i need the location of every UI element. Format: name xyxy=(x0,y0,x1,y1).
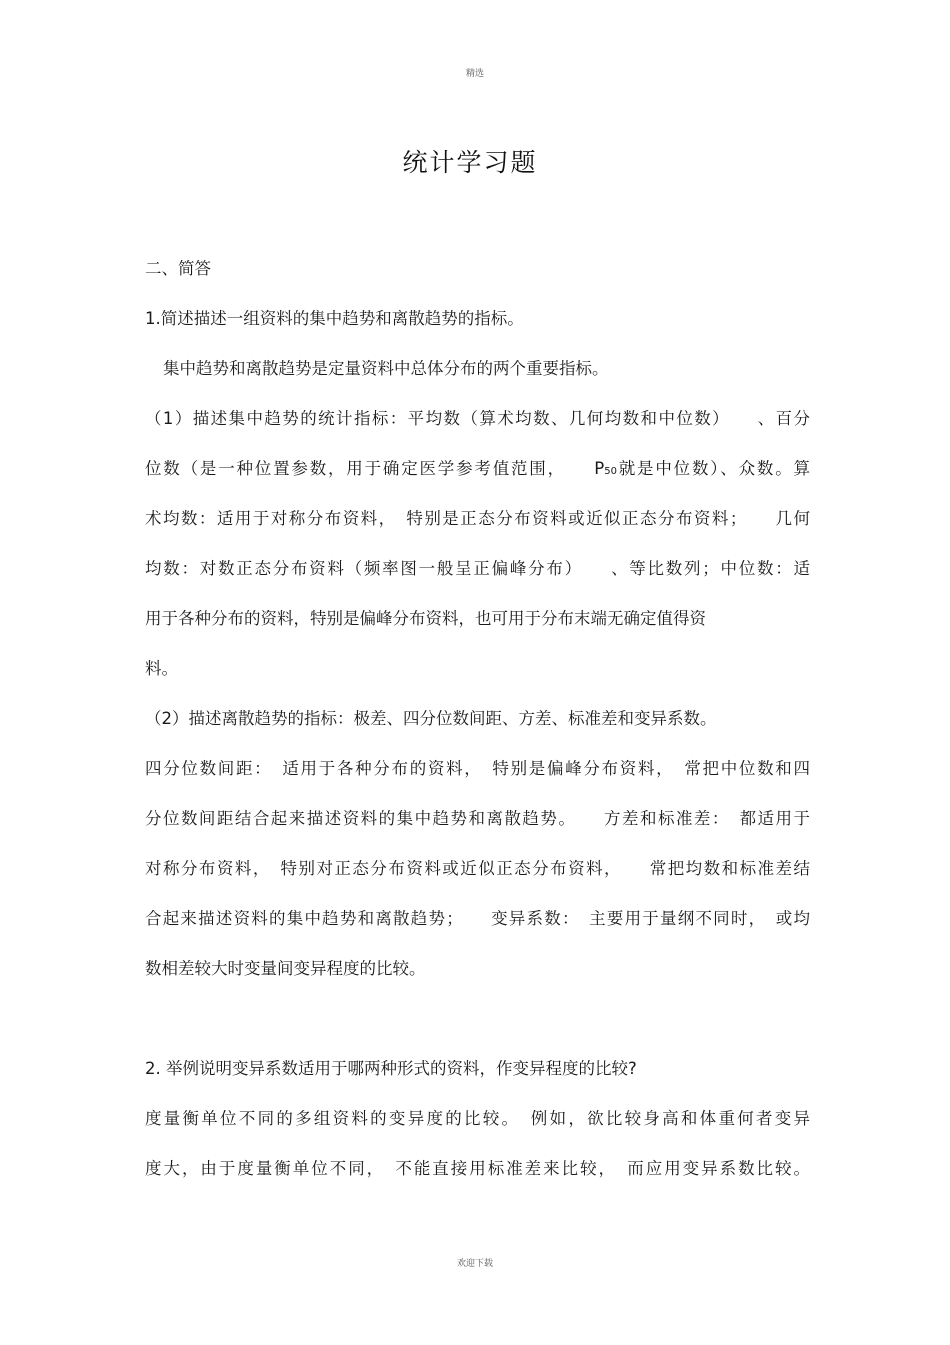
q1-p2-line-5: 合起来描述资料的集中趋势和离散趋势； 变异系数： 主要用于量纲不同时， 或均 xyxy=(145,909,810,928)
q1-p1-line-1: （1）描述集中趋势的统计指标：平均数（算术均数、几何均数和中位数） 、百分 xyxy=(145,409,810,428)
question-2: 2. 举例说明变异系数适用于哪两种形式的资料，作变异程度的比较? xyxy=(145,1059,637,1078)
q1-p1-line-4: 均数：对数正态分布资料（频率图一般呈正偏峰分布） 、等比数列；中位数：适 xyxy=(145,559,810,578)
q1-p2-line-4: 对称分布资料， 特别对正态分布资料或近似正态分布资料， 常把均数和标准差结 xyxy=(145,859,810,878)
section-heading: 二、简答 xyxy=(145,259,211,278)
footer-mark: 欢迎下载 xyxy=(456,1259,493,1269)
q2-answer-line-1: 度量衡单位不同的多组资料的变异度的比较。 例如，欲比较身高和体重何者变异 xyxy=(145,1109,810,1128)
q1-p1-line-6: 料。 xyxy=(145,659,178,678)
p50-subscript: 50 xyxy=(604,466,617,477)
q1-p2-line-2: 四分位数间距： 适用于各种分布的资料， 特别是偏峰分布资料， 常把中位数和四 xyxy=(145,759,810,778)
page-title: 统计学习题 xyxy=(402,148,538,177)
q1-intro: 集中趋势和离散趋势是定量资料中总体分布的两个重要指标。 xyxy=(163,359,609,378)
q1-p1-line-3: 术均数：适用于对称分布资料， 特别是正态分布资料或近似正态分布资料； 几何 xyxy=(145,509,810,528)
q1-p2-line-1: （2）描述离散趋势的指标：极差、四分位数间距、方差、标准差和变异系数。 xyxy=(145,709,717,728)
q1-p1-line-2-tail: 就是中位数）、众数。算 xyxy=(616,459,811,478)
header-mark: 精选 xyxy=(465,69,484,79)
q1-p2-line-6: 数相差较大时变量间变异程度的比较。 xyxy=(145,959,426,978)
q1-p1-line-2 xyxy=(145,458,810,483)
question-1: 1.简述描述一组资料的集中趋势和离散趋势的指标。 xyxy=(145,309,524,328)
q1-p1-line-5: 用于各种分布的资料，特别是偏峰分布资料，也可用于分布末端无确定值得资 xyxy=(145,609,706,628)
q1-p2-line-3: 分位数间距结合起来描述资料的集中趋势和离散趋势。 方差和标准差： 都适用于 xyxy=(145,809,810,828)
q2-answer-line-2: 度大，由于度量衡单位不同， 不能直接用标准差来比较， 而应用变异系数比较。 xyxy=(145,1159,810,1178)
q1-p1-line-2-head: 位数（是一种位置参数，用于确定医学参考值范围， P xyxy=(145,459,605,478)
